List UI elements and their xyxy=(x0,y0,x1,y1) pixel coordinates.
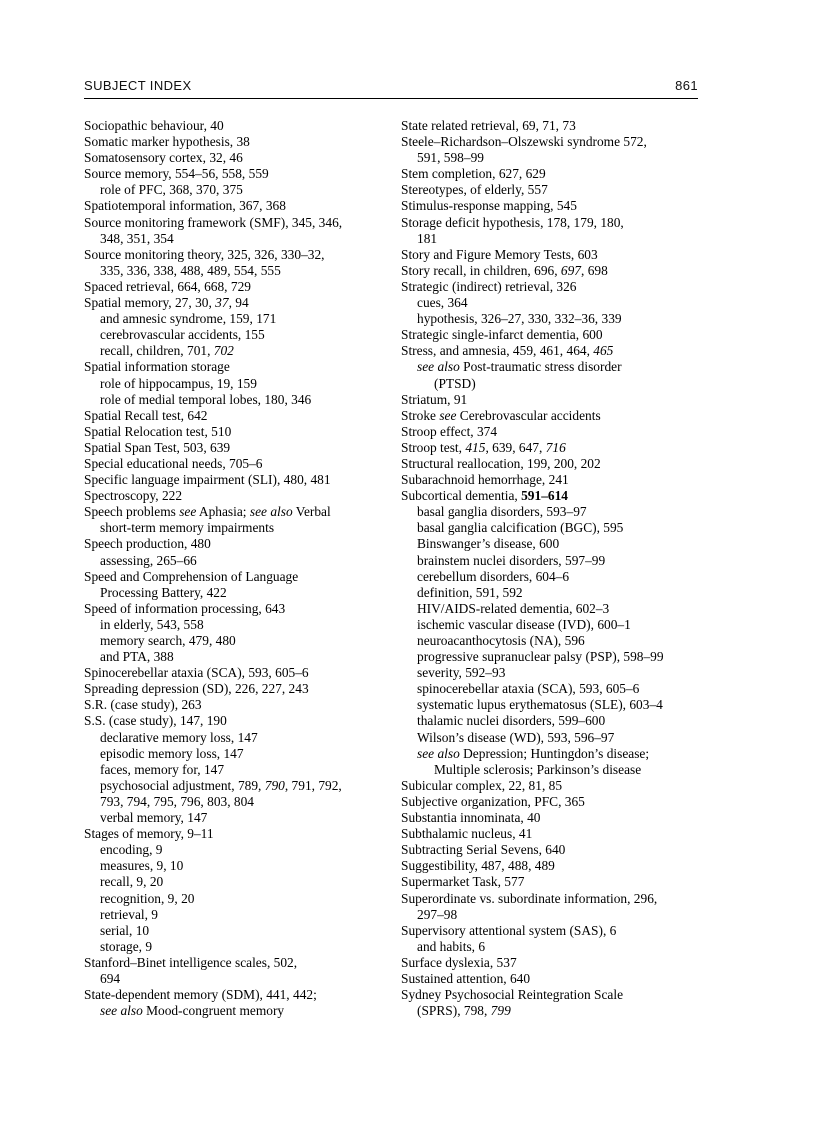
index-entry xyxy=(401,842,701,858)
entry-text: thalamic nuclei disorders, 599–600 xyxy=(417,713,606,729)
index-entry-continuation xyxy=(401,231,701,247)
index-entry xyxy=(401,198,701,214)
entry-text: see also xyxy=(249,504,293,520)
index-entry xyxy=(84,456,384,472)
entry-text: Subjective organization, PFC, 365 xyxy=(401,793,585,809)
entry-text: , 639, 647, xyxy=(485,439,546,455)
entry-text: basal ganglia calcification (BGC), 595 xyxy=(417,520,624,536)
index-entry xyxy=(401,826,701,842)
entry-text: Spreading depression (SD), 226, 227, 243 xyxy=(84,681,309,697)
index-subentry xyxy=(84,746,384,762)
index-entry xyxy=(401,778,701,794)
entry-text: encoding, 9 xyxy=(100,842,163,858)
entry-text: Stereotypes, of elderly, 557 xyxy=(401,182,548,198)
index-entry xyxy=(401,488,701,504)
index-subentry xyxy=(84,891,384,907)
entry-text: recall, 9, 20 xyxy=(100,874,164,890)
entry-text: Processing Battery, 422 xyxy=(100,584,227,600)
entry-text: Stress, and amnesia, 459, 461, 464, xyxy=(401,343,594,359)
index-entry-continuation xyxy=(84,520,384,536)
index-subentry xyxy=(84,553,384,569)
index-subentry xyxy=(84,939,384,955)
entry-text: Multiple sclerosis; Parkinson’s disease xyxy=(434,761,642,777)
index-subentry xyxy=(84,907,384,923)
entry-text: declarative memory loss, 147 xyxy=(100,729,258,745)
index-entry xyxy=(84,198,384,214)
entry-text: cues, 364 xyxy=(417,295,468,311)
entry-text: , 791, 792, xyxy=(284,777,342,793)
index-entry-continuation xyxy=(84,1003,384,1019)
entry-text: brainstem nuclei disorders, 597–99 xyxy=(417,552,606,568)
entry-text: psychosocial adjustment, 789, xyxy=(100,777,265,793)
index-entry xyxy=(84,150,384,166)
entry-text: Suggestibility, 487, 488, 489 xyxy=(401,858,555,874)
entry-text: Mood-congruent memory xyxy=(142,1003,285,1019)
index-entry xyxy=(84,408,384,424)
index-subentry xyxy=(401,295,701,311)
entry-text: and habits, 6 xyxy=(417,938,486,954)
entry-text: Storage deficit hypothesis, 178, 179, 180, xyxy=(401,214,624,230)
entry-text: severity, 592–93 xyxy=(417,665,506,681)
index-entry-continuation xyxy=(84,971,384,987)
entry-text: recall, children, 701, xyxy=(100,343,214,359)
entry-text: S.R. (case study), 263 xyxy=(84,697,202,713)
entry-text: Surface dyslexia, 537 xyxy=(401,954,517,970)
entry-text: short-term memory impairments xyxy=(100,520,275,536)
entry-text: Source memory, 554–56, 558, 559 xyxy=(84,166,269,182)
index-subentry xyxy=(401,520,701,536)
entry-text: Source monitoring theory, 325, 326, 330–32, xyxy=(84,246,325,262)
entry-text: Subcortical dementia, xyxy=(401,488,522,504)
index-entry xyxy=(84,987,384,1003)
index-subentry xyxy=(401,746,701,762)
index-entry-continuation xyxy=(84,585,384,601)
index-subentry xyxy=(401,504,701,520)
index-subentry xyxy=(84,842,384,858)
entry-text: 697 xyxy=(560,262,581,278)
index-entry xyxy=(401,874,701,890)
index-entry xyxy=(401,794,701,810)
index-entry xyxy=(401,456,701,472)
entry-text: see also xyxy=(417,359,460,375)
entry-text: Story recall, in children, 696, xyxy=(401,262,561,278)
index-entry xyxy=(84,536,384,552)
entry-text: , 94 xyxy=(228,295,249,311)
index-entry xyxy=(84,134,384,150)
index-entry xyxy=(401,810,701,826)
index-subentry xyxy=(401,633,701,649)
index-subentry xyxy=(84,617,384,633)
index-subentry xyxy=(401,585,701,601)
entry-text: Aphasia; xyxy=(196,504,250,520)
entry-text: storage, 9 xyxy=(100,938,153,954)
entry-text: Somatosensory cortex, 32, 46 xyxy=(84,150,243,166)
entry-text: episodic memory loss, 147 xyxy=(100,745,244,761)
entry-text: Superordinate vs. subordinate information, 296, xyxy=(401,890,658,906)
entry-text: (PTSD) xyxy=(434,375,476,391)
index-entry xyxy=(401,472,701,488)
entry-text: Special educational needs, 705–6 xyxy=(84,455,263,471)
entry-text: recognition, 9, 20 xyxy=(100,890,195,906)
index-column-right xyxy=(401,118,701,1019)
index-subentry xyxy=(84,327,384,343)
index-entry xyxy=(84,665,384,681)
entry-text: 591–614 xyxy=(521,488,568,504)
entry-text: Somatic marker hypothesis, 38 xyxy=(84,134,250,150)
entry-text: 702 xyxy=(213,343,234,359)
entry-text: Wilson’s disease (WD), 593, 596–97 xyxy=(417,729,615,745)
entry-text: (SPRS), 798, xyxy=(417,1003,491,1019)
index-entry-continuation xyxy=(401,150,701,166)
index-entry xyxy=(401,858,701,874)
entry-text: in elderly, 543, 558 xyxy=(100,616,204,632)
entry-text: 790 xyxy=(264,777,285,793)
index-entry xyxy=(84,359,384,375)
index-subentry xyxy=(84,633,384,649)
index-entry xyxy=(84,569,384,585)
entry-text: Striatum, 91 xyxy=(401,391,468,407)
entry-text: Stroke xyxy=(401,407,440,423)
index-subentry xyxy=(84,182,384,198)
index-subentry xyxy=(401,697,701,713)
entry-text: Post-traumatic stress disorder xyxy=(459,359,622,375)
index-subentry xyxy=(84,762,384,778)
entry-text: Speed and Comprehension of Language xyxy=(84,568,299,584)
index-entry xyxy=(401,971,701,987)
index-subentry xyxy=(84,778,384,794)
entry-text: faces, memory for, 147 xyxy=(100,761,225,777)
index-subentry xyxy=(401,569,701,585)
entry-text: neuroacanthocytosis (NA), 596 xyxy=(417,633,585,648)
entry-text: Subicular complex, 22, 81, 85 xyxy=(401,777,563,793)
entry-text: Stroop effect, 374 xyxy=(401,423,498,439)
entry-text: 799 xyxy=(490,1003,511,1019)
index-entry-continuation xyxy=(84,794,384,810)
page-header xyxy=(84,76,698,99)
index-entry xyxy=(84,601,384,617)
entry-text: 716 xyxy=(545,439,566,455)
entry-text: spinocerebellar ataxia (SCA), 593, 605–6 xyxy=(417,681,640,697)
index-entry xyxy=(84,295,384,311)
entry-text: Speed of information processing, 643 xyxy=(84,600,286,616)
index-entry xyxy=(401,118,701,134)
entry-text: Spinocerebellar ataxia (SCA), 593, 605–6 xyxy=(84,665,309,681)
index-entry-continuation xyxy=(401,907,701,923)
entry-text: Spatial Recall test, 642 xyxy=(84,407,208,423)
index-entry xyxy=(84,166,384,182)
entry-text: see xyxy=(439,407,457,423)
index-entry xyxy=(84,440,384,456)
entry-text: cerebrovascular accidents, 155 xyxy=(100,327,265,343)
index-entry xyxy=(401,891,701,907)
entry-text: cerebellum disorders, 604–6 xyxy=(417,568,570,584)
index-subentry xyxy=(84,730,384,746)
entry-text: Strategic (indirect) retrieval, 326 xyxy=(401,278,577,294)
index-entry xyxy=(401,134,701,150)
entry-text: HIV/AIDS-related dementia, 602–3 xyxy=(417,600,610,616)
entry-text: progressive supranuclear palsy (PSP), 598–99 xyxy=(417,649,664,665)
index-subentry xyxy=(84,810,384,826)
entry-text: Sydney Psychosocial Reintegration Scale xyxy=(401,987,624,1003)
entry-text: serial, 10 xyxy=(100,922,150,938)
index-subentry xyxy=(84,858,384,874)
index-entry xyxy=(84,681,384,697)
entry-text: 465 xyxy=(593,343,614,359)
index-entry xyxy=(84,713,384,729)
entry-text: Strategic single-infarct dementia, 600 xyxy=(401,327,603,343)
entry-text: Substantia innominata, 40 xyxy=(401,810,541,826)
entry-text: Speech production, 480 xyxy=(84,536,211,552)
index-entry xyxy=(401,955,701,971)
entry-text: memory search, 479, 480 xyxy=(100,633,236,648)
entry-text: 37 xyxy=(215,295,229,311)
index-entry xyxy=(84,424,384,440)
entry-text: definition, 591, 592 xyxy=(417,584,523,600)
index-entry xyxy=(401,215,701,231)
index-entry-continuation xyxy=(84,231,384,247)
index-entry xyxy=(401,327,701,343)
entry-text: verbal memory, 147 xyxy=(100,810,208,826)
entry-text: Spatial information storage xyxy=(84,359,230,375)
entry-text: 297–98 xyxy=(417,906,458,922)
entry-text: role of hippocampus, 19, 159 xyxy=(100,375,257,391)
index-entry xyxy=(84,247,384,263)
index-entry xyxy=(401,440,701,456)
index-entry xyxy=(84,955,384,971)
index-subentry xyxy=(401,681,701,697)
index-subentry xyxy=(401,536,701,552)
index-entry xyxy=(401,263,701,279)
entry-text: State related retrieval, 69, 71, 73 xyxy=(401,118,576,133)
entry-text: Source monitoring framework (SMF), 345, 346, xyxy=(84,214,343,230)
entry-text: hypothesis, 326–27, 330, 332–36, 339 xyxy=(417,311,622,327)
index-entry xyxy=(84,488,384,504)
index-entry xyxy=(84,279,384,295)
entry-text: State-dependent memory (SDM), 441, 442; xyxy=(84,987,317,1003)
index-subentry xyxy=(84,874,384,890)
index-column-left xyxy=(84,118,384,1019)
entry-text: 348, 351, 354 xyxy=(100,230,174,246)
index-subentry xyxy=(401,713,701,729)
entry-text: ischemic vascular disease (IVD), 600–1 xyxy=(417,616,631,632)
entry-text: Supermarket Task, 577 xyxy=(401,874,525,890)
index-subentry xyxy=(401,553,701,569)
index-entry xyxy=(84,215,384,231)
index-subentry xyxy=(84,923,384,939)
index-entry xyxy=(401,408,701,424)
entry-text: Spatiotemporal information, 367, 368 xyxy=(84,198,286,214)
index-entry xyxy=(84,472,384,488)
index-entry xyxy=(84,697,384,713)
index-subentry xyxy=(401,939,701,955)
index-entry-continuation xyxy=(84,263,384,279)
entry-text: Subtracting Serial Sevens, 640 xyxy=(401,842,566,858)
index-entry xyxy=(84,118,384,134)
entry-text: Structural reallocation, 199, 200, 202 xyxy=(401,455,601,471)
index-entry xyxy=(84,826,384,842)
index-subentry xyxy=(84,649,384,665)
entry-text: Sustained attention, 640 xyxy=(401,970,531,986)
index-entry xyxy=(401,279,701,295)
index-subentry xyxy=(401,665,701,681)
entry-text: Spatial memory, 27, 30, xyxy=(84,295,216,311)
index-entry xyxy=(401,923,701,939)
entry-text: Stages of memory, 9–11 xyxy=(84,826,214,842)
entry-text: systematic lupus erythematosus (SLE), 603–4 xyxy=(417,697,663,713)
index-entry xyxy=(401,343,701,359)
entry-text: Sociopathic behaviour, 40 xyxy=(84,118,224,133)
index-subentry xyxy=(401,617,701,633)
index-entry xyxy=(401,182,701,198)
index-entry xyxy=(84,504,384,520)
entry-text: 694 xyxy=(100,970,121,986)
index-entry xyxy=(401,247,701,263)
entry-text: Spatial Relocation test, 510 xyxy=(84,423,232,439)
index-subentry xyxy=(401,311,701,327)
index-subentry xyxy=(401,730,701,746)
entry-text: Verbal xyxy=(292,504,331,520)
index-subentry xyxy=(84,376,384,392)
entry-text: Stroop test, xyxy=(401,439,466,455)
index-subentry xyxy=(401,649,701,665)
entry-text: role of medial temporal lobes, 180, 346 xyxy=(100,391,312,407)
index-subentry xyxy=(84,311,384,327)
index-entry-continuation xyxy=(401,376,701,392)
index-entry xyxy=(401,987,701,1003)
index-subentry xyxy=(401,359,701,375)
entry-text: 591, 598–99 xyxy=(417,150,484,166)
entry-text: 181 xyxy=(417,230,438,246)
entry-text: Subthalamic nucleus, 41 xyxy=(401,826,533,842)
page-number: 861 xyxy=(675,78,698,93)
index-entry xyxy=(401,424,701,440)
entry-text: Spectroscopy, 222 xyxy=(84,488,183,504)
index-entry xyxy=(401,166,701,182)
entry-text: Subarachnoid hemorrhage, 241 xyxy=(401,472,569,488)
entry-text: measures, 9, 10 xyxy=(100,858,184,874)
entry-text: Depression; Huntingdon’s disease; xyxy=(459,745,650,761)
entry-text: Story and Figure Memory Tests, 603 xyxy=(401,246,598,262)
index-subentry xyxy=(84,343,384,359)
entry-text: , 698 xyxy=(581,262,608,278)
entry-text: assessing, 265–66 xyxy=(100,552,197,568)
index-subentry xyxy=(84,392,384,408)
entry-text: Binswanger’s disease, 600 xyxy=(417,536,560,552)
running-head: SUBJECT INDEX xyxy=(84,78,192,93)
entry-text: and PTA, 388 xyxy=(100,649,174,665)
entry-text: role of PFC, 368, 370, 375 xyxy=(100,182,243,198)
index-entry-continuation xyxy=(401,1003,701,1019)
index-entry-continuation xyxy=(401,762,701,778)
entry-text: 793, 794, 795, 796, 803, 804 xyxy=(100,793,254,809)
index-subentry xyxy=(401,601,701,617)
entry-text: Speech problems xyxy=(84,504,180,520)
entry-text: Stanford–Binet intelligence scales, 502, xyxy=(84,954,298,970)
entry-text: 335, 336, 338, 488, 489, 554, 555 xyxy=(100,262,281,278)
entry-text: Supervisory attentional system (SAS), 6 xyxy=(401,922,617,938)
entry-text: Spaced retrieval, 664, 668, 729 xyxy=(84,278,251,294)
entry-text: basal ganglia disorders, 593–97 xyxy=(417,504,587,520)
index-entry xyxy=(401,392,701,408)
entry-text: 415 xyxy=(465,439,486,455)
entry-text: retrieval, 9 xyxy=(100,906,158,922)
entry-text: and amnesic syndrome, 159, 171 xyxy=(100,311,277,327)
entry-text: Cerebrovascular accidents xyxy=(456,407,601,423)
entry-text: Stem completion, 627, 629 xyxy=(401,166,546,182)
entry-text: see also xyxy=(100,1003,143,1019)
entry-text: S.S. (case study), 147, 190 xyxy=(84,713,227,729)
entry-text: Stimulus-response mapping, 545 xyxy=(401,198,577,214)
entry-text: Steele–Richardson–Olszewski syndrome 572, xyxy=(401,134,647,150)
entry-text: see xyxy=(179,504,197,520)
entry-text: see also xyxy=(417,745,460,761)
entry-text: Spatial Span Test, 503, 639 xyxy=(84,439,231,455)
entry-text: Specific language impairment (SLI), 480, 481 xyxy=(84,472,331,488)
